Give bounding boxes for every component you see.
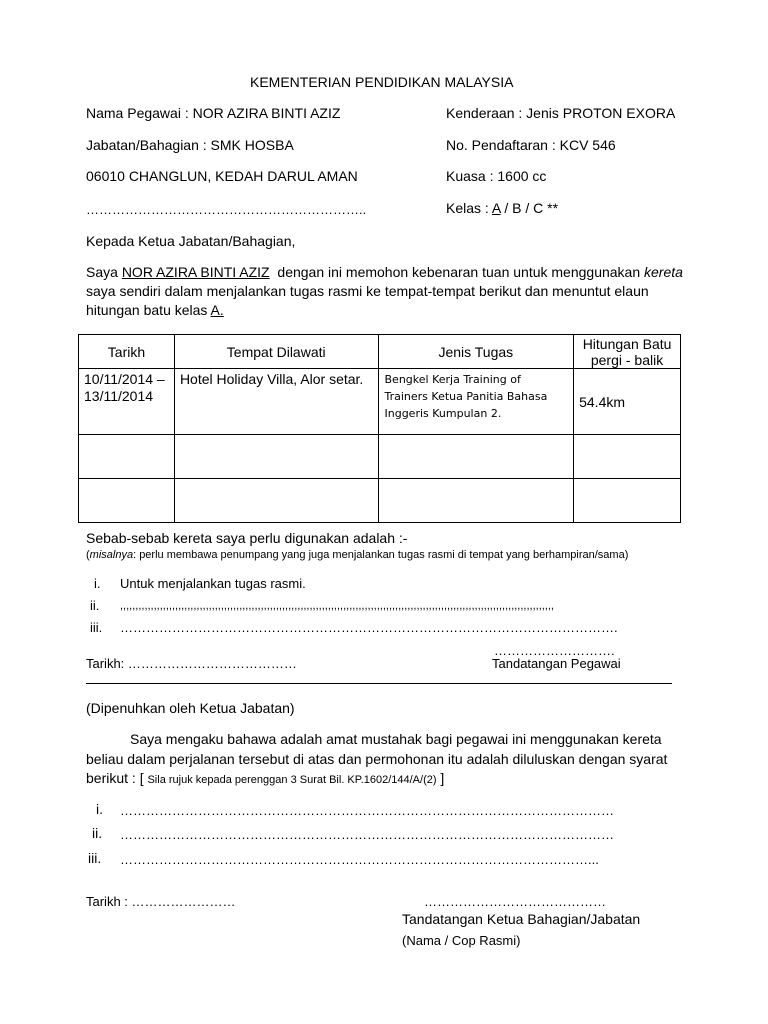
header-tarikh: Tarikh	[79, 335, 175, 369]
empty-cell	[378, 479, 574, 523]
vehicle-class	[446, 200, 558, 216]
condition-text-1: ……………………………………………………………………………………………………	[120, 803, 614, 818]
request-line-1	[86, 264, 683, 280]
condition-text-3: ………………………………………………………………………………………………...	[120, 852, 599, 867]
engine-capacity: Kuasa : 1600 cc	[446, 168, 547, 184]
signature-label-pegawai: Tandatangan Pegawai	[492, 656, 621, 671]
condition-num-3: iii.	[88, 850, 102, 866]
empty-cell	[574, 435, 681, 479]
example-rest: : perlu membawa penumpang yang juga menjalankan tugas rasmi di tempat yang berhampiran/sama)	[133, 549, 629, 561]
empty-cell	[174, 479, 378, 523]
condition-num-2: ii.	[92, 825, 103, 841]
request-line-2: saya sendiri dalam menjalankan tugas rasmi ke tempat-tempat berikut dan menuntut elaun	[86, 283, 649, 299]
request-name: NOR AZIRA BINTI AZIZ	[121, 264, 270, 280]
cell-tempat: Hotel Holiday Villa, Alor setar.	[174, 369, 378, 435]
cell-hitungan: 54.4km	[574, 369, 681, 435]
signature-label-ketua: Tandatangan Ketua Bahagian/Jabatan	[402, 911, 641, 927]
request-text: dengan ini memohon kebenaran tuan untuk menggunakan	[269, 264, 645, 280]
request-kereta: kereta	[644, 264, 683, 280]
approval-heading: (Dipenuhkan oleh Ketua Jabatan)	[86, 700, 295, 716]
address-blank-line: ………………………………………………………..	[86, 202, 367, 217]
registration-number: No. Pendaftaran : KCV 546	[446, 137, 616, 153]
table-row	[79, 435, 681, 479]
vehicle-class-selected: A	[491, 200, 501, 216]
tugas-text: Bengkel Kerja Training of Trainers Ketua Panitia Bahasa Inggeris Kumpulan 2.	[384, 373, 548, 420]
section-divider	[86, 683, 672, 684]
example-italic: misalnya	[89, 549, 134, 561]
table-row	[79, 369, 681, 435]
signature-line-pegawai: ……………………….	[494, 643, 615, 658]
cell-tarikh: 10/11/2014 – 13/11/2014	[79, 369, 175, 435]
header-tempat: Tempat Dilawati	[174, 335, 378, 369]
empty-cell	[174, 435, 378, 479]
address: 06010 CHANGLUN, KEDAH DARUL AMAN	[86, 168, 358, 184]
trip-table	[78, 334, 681, 523]
reason-num-1: i.	[94, 576, 101, 591]
reason-text-2: ,,,,,,,,,,,,,,,,,,,,,,,,,,,,,,,,,,,,,,,,,,,,,,,,,,,,,,,,,,,,,,,,,,,,,,,,,,,,,,,,,,,,,,,,,,,,,,,,,,,,,,,,,,,,,,,,,,,,,,,,,,,,,,,,,,,,,,,,,,,,,,	[120, 600, 554, 612]
condition-text-2: ……………………………………………………………………………………………………	[120, 827, 614, 842]
approval-reference: Sila rujuk kepada perenggan 3 Surat Bil. KP.1602/144/A/(2)	[147, 774, 437, 786]
reasons-example	[86, 549, 628, 561]
vehicle-class-label: Kelas :	[446, 200, 492, 216]
empty-cell	[378, 435, 574, 479]
empty-cell	[79, 479, 175, 523]
header-tugas: Jenis Tugas	[378, 335, 574, 369]
date-field-pegawai: Tarikh: …………………………………	[86, 656, 297, 671]
signature-sublabel-ketua: (Nama / Cop Rasmi)	[402, 933, 521, 948]
approval-line-1: Saya mengaku bahawa adalah amat mustahak bagi pegawai ini menggunakan kereta	[130, 731, 662, 747]
request-kelas-prefix: hitungan batu kelas	[86, 302, 211, 318]
header-hitungan: Hitungan Batu pergi - balik	[574, 335, 681, 369]
date-field-ketua: Tarikh : ……………………	[86, 894, 236, 909]
department: Jabatan/Bahagian : SMK HOSBA	[86, 137, 294, 153]
table-row	[79, 479, 681, 523]
signature-line-ketua: ……………………………………	[424, 894, 606, 909]
reason-num-3: iii.	[90, 620, 103, 635]
condition-num-1: i.	[96, 801, 103, 817]
reason-text-1: Untuk menjalankan tugas rasmi.	[120, 576, 306, 591]
approval-line-3	[86, 770, 444, 786]
reason-text-3: …………………………………………………………………………………………………….	[120, 620, 618, 635]
reasons-heading: Sebab-sebab kereta saya perlu digunakan adalah :-	[86, 530, 408, 546]
request-kelas: A.	[210, 302, 224, 318]
page-title: KEMENTERIAN PENDIDIKAN MALAYSIA	[250, 74, 514, 90]
vehicle-class-options: / B / C **	[500, 200, 559, 216]
request-saya: Saya	[86, 264, 122, 280]
empty-cell	[79, 435, 175, 479]
approval-line-2: beliau dalam perjalanan tersebut di atas dan permohonan itu adalah diluluskan dengan syarat	[86, 751, 668, 767]
empty-cell	[574, 479, 681, 523]
reason-num-2: ii.	[90, 598, 100, 613]
request-line-3	[86, 302, 224, 318]
greeting: Kepada Ketua Jabatan/Bahagian,	[86, 233, 296, 249]
approval-line-3-prefix: berikut : [	[86, 770, 148, 786]
approval-line-3-suffix: ]	[436, 770, 445, 786]
table-header-row	[79, 335, 681, 369]
vehicle-type: Kenderaan : Jenis PROTON EXORA	[446, 105, 676, 121]
employee-name: Nama Pegawai : NOR AZIRA BINTI AZIZ	[86, 105, 341, 121]
cell-tugas	[378, 369, 574, 435]
example-open: (	[86, 549, 90, 561]
